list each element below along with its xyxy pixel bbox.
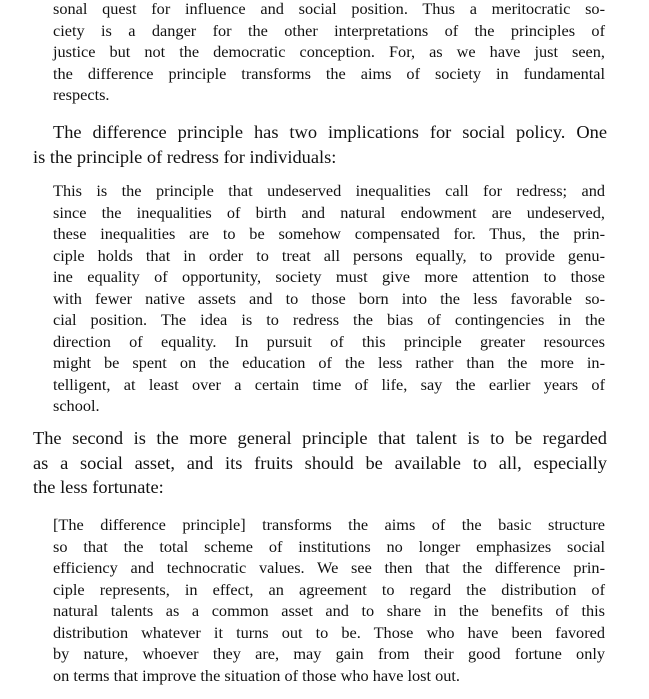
text-line: direction of equality. In pursuit of this principle greater resources bbox=[53, 331, 605, 351]
text-line: by nature, whoever they are, may gain from their good fortune only bbox=[53, 644, 605, 663]
text-line: might be spent on the education of the less rather than the more in- bbox=[53, 353, 605, 372]
block-quote-difference-principle bbox=[53, 514, 605, 686]
text-line: sonal quest for influence and social position. Thus a meritocratic so- bbox=[53, 0, 605, 18]
text-line: respects. bbox=[53, 85, 110, 104]
text-line: the less fortunate: bbox=[33, 477, 164, 498]
text-line: since the inequalities of birth and natural endowment are undeserved, bbox=[53, 202, 605, 222]
text-line: is the principle of redress for individuals: bbox=[33, 146, 337, 167]
text-line: as a social asset, and its fruits should be available to all, especially bbox=[33, 452, 607, 473]
text-line: efficiency and technocratic values. We see then that the difference prin- bbox=[53, 558, 605, 577]
paragraph-talent-asset bbox=[33, 426, 607, 500]
text-line: ine equality of opportunity, society must give more attention to those bbox=[53, 267, 605, 286]
text-line: cial position. The idea is to redress the bias of contingencies in the bbox=[53, 310, 605, 329]
text-line: the difference principle transforms the aims of society in fundamental bbox=[53, 63, 605, 83]
text-line: on terms that improve the situation of those who have lost out. bbox=[53, 665, 460, 685]
block-quote-redress bbox=[53, 180, 605, 417]
text-line: with fewer native assets and to those born into the less favorable so- bbox=[53, 288, 605, 308]
paragraph-redress-intro bbox=[33, 120, 607, 169]
text-line: ciple holds that in order to treat all persons equally, to provide genu- bbox=[53, 245, 605, 265]
text-line: justice but not the democratic conception. For, as we have just seen, bbox=[53, 42, 605, 61]
text-line: telligent, at least over a certain time of life, say the earlier years of bbox=[53, 374, 605, 394]
text-line: This is the principle that undeserved inequalities call for redress; and bbox=[53, 181, 605, 200]
text-line: The difference principle has two implications for social policy. One bbox=[53, 122, 607, 142]
text-line: The second is the more general principle that talent is to be regarded bbox=[33, 428, 607, 448]
text-line: distribution whatever it turns out to be. Those who have been favored bbox=[53, 622, 605, 642]
text-line: ciple represents, in effect, an agreement to regard the distribution of bbox=[53, 579, 605, 599]
text-line: these inequalities are to be somehow compensated for. Thus, the prin- bbox=[53, 224, 605, 243]
text-line: [The difference principle] transforms the aims of the basic structure bbox=[53, 515, 605, 534]
text-line: natural talents as a common asset and to share in the benefits of this bbox=[53, 601, 605, 620]
block-quote-continued bbox=[53, 0, 605, 106]
text-line: ciety is a danger for the other interpretations of the principles of bbox=[53, 20, 605, 40]
text-line: school. bbox=[53, 396, 100, 415]
text-line: so that the total scheme of institutions no longer emphasizes social bbox=[53, 536, 605, 556]
